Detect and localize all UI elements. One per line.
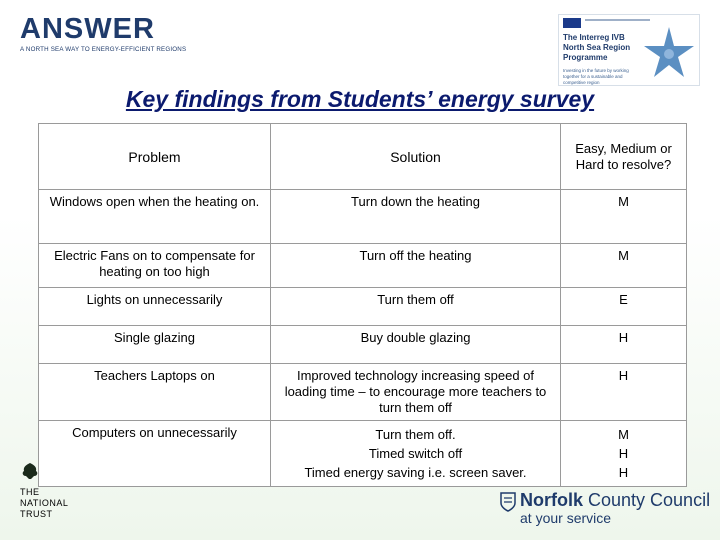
- problem-cell: Windows open when the heating on.: [39, 190, 271, 244]
- table-row: [39, 421, 687, 487]
- header-difficulty: Easy, Medium or Hard to resolve?: [561, 124, 687, 190]
- solution-cell: Buy double glazing: [271, 326, 561, 364]
- eu-flag-icon: [563, 18, 581, 28]
- interreg-line3: Programme: [563, 53, 608, 62]
- findings-table: [38, 123, 687, 487]
- table-header-row: [39, 124, 687, 190]
- oak-leaf-icon: [20, 462, 40, 480]
- problem-cell: Teachers Laptops on: [39, 364, 271, 421]
- answer-logo-wordmark: ANSWER: [20, 13, 155, 45]
- norfolk-name: [520, 490, 710, 511]
- solution-cell: Turn them off. Timed switch off Timed energy saving i.e. screen saver.: [271, 421, 561, 487]
- solution-cell: Turn off the heating: [271, 244, 561, 288]
- interreg-line1: The Interreg IVB: [563, 33, 625, 42]
- rating-cell: E: [561, 288, 687, 326]
- page-title: Key findings from Students’ energy survey: [125, 86, 595, 112]
- interreg-logo: [558, 14, 700, 86]
- norfolk-name-rest: County Council: [583, 490, 711, 510]
- rating-cell: M: [561, 244, 687, 288]
- norfolk-county-council-logo: [500, 490, 710, 530]
- problem-cell: Lights on unnecessarily: [39, 288, 271, 326]
- table-row: [39, 288, 687, 326]
- rating-cell: M H H: [561, 421, 687, 487]
- norfolk-tagline: at your service: [520, 510, 612, 526]
- table-row: [39, 326, 687, 364]
- answer-logo-tagline: A NORTH SEA WAY TO ENERGY-EFFICIENT REGIONS: [20, 46, 187, 53]
- header-problem: Problem: [39, 124, 271, 190]
- problem-cell: Computers on unnecessarily: [39, 421, 271, 487]
- rating-cell: H: [561, 364, 687, 421]
- council-crest-icon: [500, 492, 516, 512]
- solution-cell: Turn them off: [271, 288, 561, 326]
- solution-cell: Improved technology increasing speed of loading time – to encourage more teachers to turn them off: [271, 364, 561, 421]
- eu-flag-caption: [585, 19, 650, 21]
- problem-cell: Single glazing: [39, 326, 271, 364]
- norfolk-name-bold: Norfolk: [520, 490, 583, 510]
- rating-cell: M: [561, 190, 687, 244]
- table-row: [39, 190, 687, 244]
- table-row: [39, 244, 687, 288]
- problem-cell: Electric Fans on to compensate for heating on too high: [39, 244, 271, 288]
- rating-cell: H: [561, 326, 687, 364]
- interreg-tagline: Investing in the future by working together for a sustainable and competitive region: [563, 68, 629, 85]
- table-row: [39, 364, 687, 421]
- interreg-line2: North Sea Region: [563, 43, 631, 52]
- national-trust-text: THE NATIONAL TRUST: [20, 487, 69, 519]
- header-solution: Solution: [271, 124, 561, 190]
- starfish-icon: [641, 25, 697, 81]
- solution-cell: Turn down the heating: [271, 190, 561, 244]
- answer-logo: [20, 14, 190, 58]
- national-trust-logo: [20, 462, 90, 524]
